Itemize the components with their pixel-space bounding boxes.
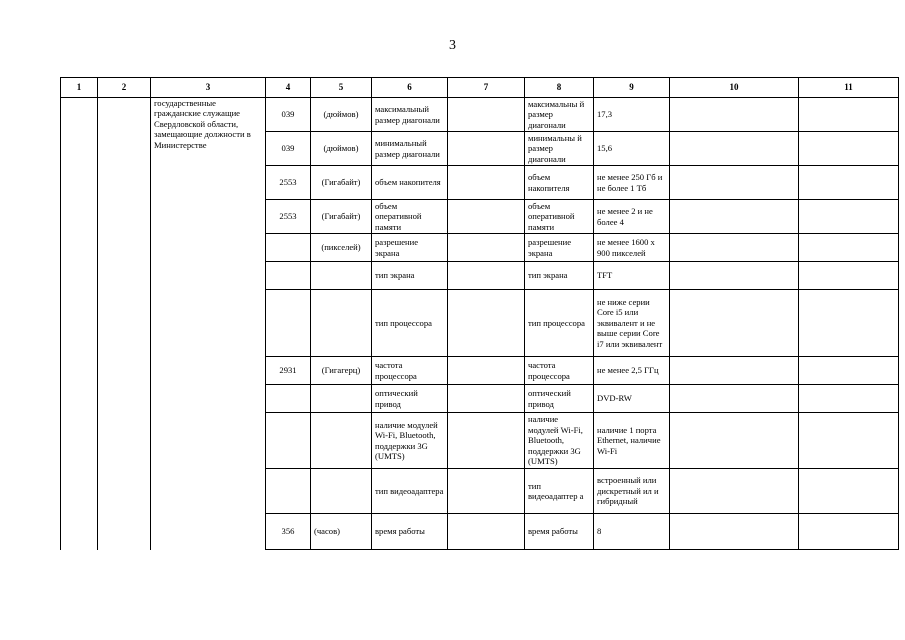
characteristic-cell: тип видеоадаптер а (525, 469, 594, 514)
empty-cell (670, 385, 799, 413)
code-cell (266, 262, 311, 290)
characteristic-cell: наличие модулей Wi-Fi, Bluetooth, поддержки 3G (UMTS) (372, 413, 448, 469)
characteristic-cell: разрешение экрана (525, 234, 594, 262)
characteristic-cell: тип экрана (372, 262, 448, 290)
empty-cell (799, 357, 899, 385)
empty-cell (799, 290, 899, 357)
empty-cell (670, 413, 799, 469)
header-cell: 10 (670, 78, 799, 98)
characteristic-cell: тип экрана (525, 262, 594, 290)
empty-cell (799, 413, 899, 469)
spec-table (60, 77, 899, 550)
unit-cell (311, 385, 372, 413)
unit-cell (311, 262, 372, 290)
empty-cell (670, 514, 799, 550)
characteristic-cell: частота процессора (372, 357, 448, 385)
value-cell: TFT (594, 262, 670, 290)
characteristic-cell: оптический привод (372, 385, 448, 413)
empty-cell (448, 413, 525, 469)
characteristic-cell: минимальны й размер диагонали (525, 132, 594, 166)
empty-cell (448, 514, 525, 550)
empty-cell (799, 200, 899, 234)
empty-cell (448, 200, 525, 234)
empty-cell (670, 132, 799, 166)
unit-cell: (дюймов) (311, 132, 372, 166)
empty-cell (670, 357, 799, 385)
unit-cell (311, 413, 372, 469)
empty-cell (448, 469, 525, 514)
header-cell: 1 (61, 78, 98, 98)
code-cell: 2553 (266, 166, 311, 200)
empty-cell (670, 290, 799, 357)
empty-cell (799, 385, 899, 413)
characteristic-cell: объем оперативной памяти (525, 200, 594, 234)
empty-cell (670, 166, 799, 200)
code-cell: 039 (266, 132, 311, 166)
header-cell: 8 (525, 78, 594, 98)
empty-cell (799, 234, 899, 262)
value-cell: DVD-RW (594, 385, 670, 413)
col1-cell (61, 98, 98, 550)
header-cell: 7 (448, 78, 525, 98)
value-cell: 17,3 (594, 98, 670, 132)
empty-cell (448, 385, 525, 413)
characteristic-cell: разрешение экрана (372, 234, 448, 262)
unit-cell: (Гигабайт) (311, 166, 372, 200)
unit-cell: (дюймов) (311, 98, 372, 132)
characteristic-cell: объем оперативной памяти (372, 200, 448, 234)
value-cell: встроенный или дискретный ил и гибридный (594, 469, 670, 514)
header-cell: 4 (266, 78, 311, 98)
code-cell (266, 234, 311, 262)
header-cell: 6 (372, 78, 448, 98)
empty-cell (799, 469, 899, 514)
unit-cell: (Гигабайт) (311, 200, 372, 234)
characteristic-cell: максимальный размер диагонали (372, 98, 448, 132)
code-cell (266, 413, 311, 469)
value-cell: наличие 1 порта Ethernet, наличие Wi-Fi (594, 413, 670, 469)
value-cell: не менее 250 Гб и не более 1 Тб (594, 166, 670, 200)
header-cell: 3 (151, 78, 266, 98)
empty-cell (448, 357, 525, 385)
empty-cell (448, 262, 525, 290)
empty-cell (670, 262, 799, 290)
value-cell: не менее 2 и не более 4 (594, 200, 670, 234)
header-row (61, 78, 899, 98)
characteristic-cell: тип процессора (525, 290, 594, 357)
code-cell (266, 290, 311, 357)
unit-cell: (часов) (311, 514, 372, 550)
empty-cell (448, 290, 525, 357)
table-row (61, 98, 899, 132)
characteristic-cell: время работы (372, 514, 448, 550)
header-cell: 5 (311, 78, 372, 98)
empty-cell (799, 262, 899, 290)
characteristic-cell: тип видеоадаптера (372, 469, 448, 514)
code-cell (266, 469, 311, 514)
unit-cell: (Гигагерц) (311, 357, 372, 385)
page-number: 3 (449, 38, 456, 53)
value-cell: не менее 2,5 ГГц (594, 357, 670, 385)
characteristic-cell: наличие модулей Wi-Fi, Bluetooth, поддержки 3G (UMTS) (525, 413, 594, 469)
code-cell: 039 (266, 98, 311, 132)
category-cell: государственные гражданские служащие Свердловской области, замещающие должности в Министерстве (151, 98, 266, 550)
empty-cell (799, 514, 899, 550)
header-cell: 11 (799, 78, 899, 98)
empty-cell (799, 166, 899, 200)
header-cell: 9 (594, 78, 670, 98)
empty-cell (799, 132, 899, 166)
value-cell: 8 (594, 514, 670, 550)
empty-cell (799, 98, 899, 132)
col2-cell (98, 98, 151, 550)
unit-cell (311, 469, 372, 514)
value-cell: 15,6 (594, 132, 670, 166)
characteristic-cell: частота процессора (525, 357, 594, 385)
header-cell: 2 (98, 78, 151, 98)
characteristic-cell: объем накопителя (372, 166, 448, 200)
empty-cell (670, 469, 799, 514)
code-cell: 2553 (266, 200, 311, 234)
empty-cell (670, 234, 799, 262)
value-cell: не менее 1600 x 900 пикселей (594, 234, 670, 262)
empty-cell (448, 132, 525, 166)
characteristic-cell: тип процессора (372, 290, 448, 357)
characteristic-cell: время работы (525, 514, 594, 550)
characteristic-cell: объем накопителя (525, 166, 594, 200)
code-cell: 2931 (266, 357, 311, 385)
unit-cell: (пикселей) (311, 234, 372, 262)
empty-cell (448, 98, 525, 132)
empty-cell (448, 234, 525, 262)
value-cell: не ниже серии Core i5 или эквивалент и не выше серии Core i7 или эквивалент (594, 290, 670, 357)
characteristic-cell: оптический привод (525, 385, 594, 413)
code-cell (266, 385, 311, 413)
characteristic-cell: максимальны й размер диагонали (525, 98, 594, 132)
empty-cell (670, 200, 799, 234)
code-cell: 356 (266, 514, 311, 550)
unit-cell (311, 290, 372, 357)
characteristic-cell: минимальный размер диагонали (372, 132, 448, 166)
empty-cell (670, 98, 799, 132)
empty-cell (448, 166, 525, 200)
